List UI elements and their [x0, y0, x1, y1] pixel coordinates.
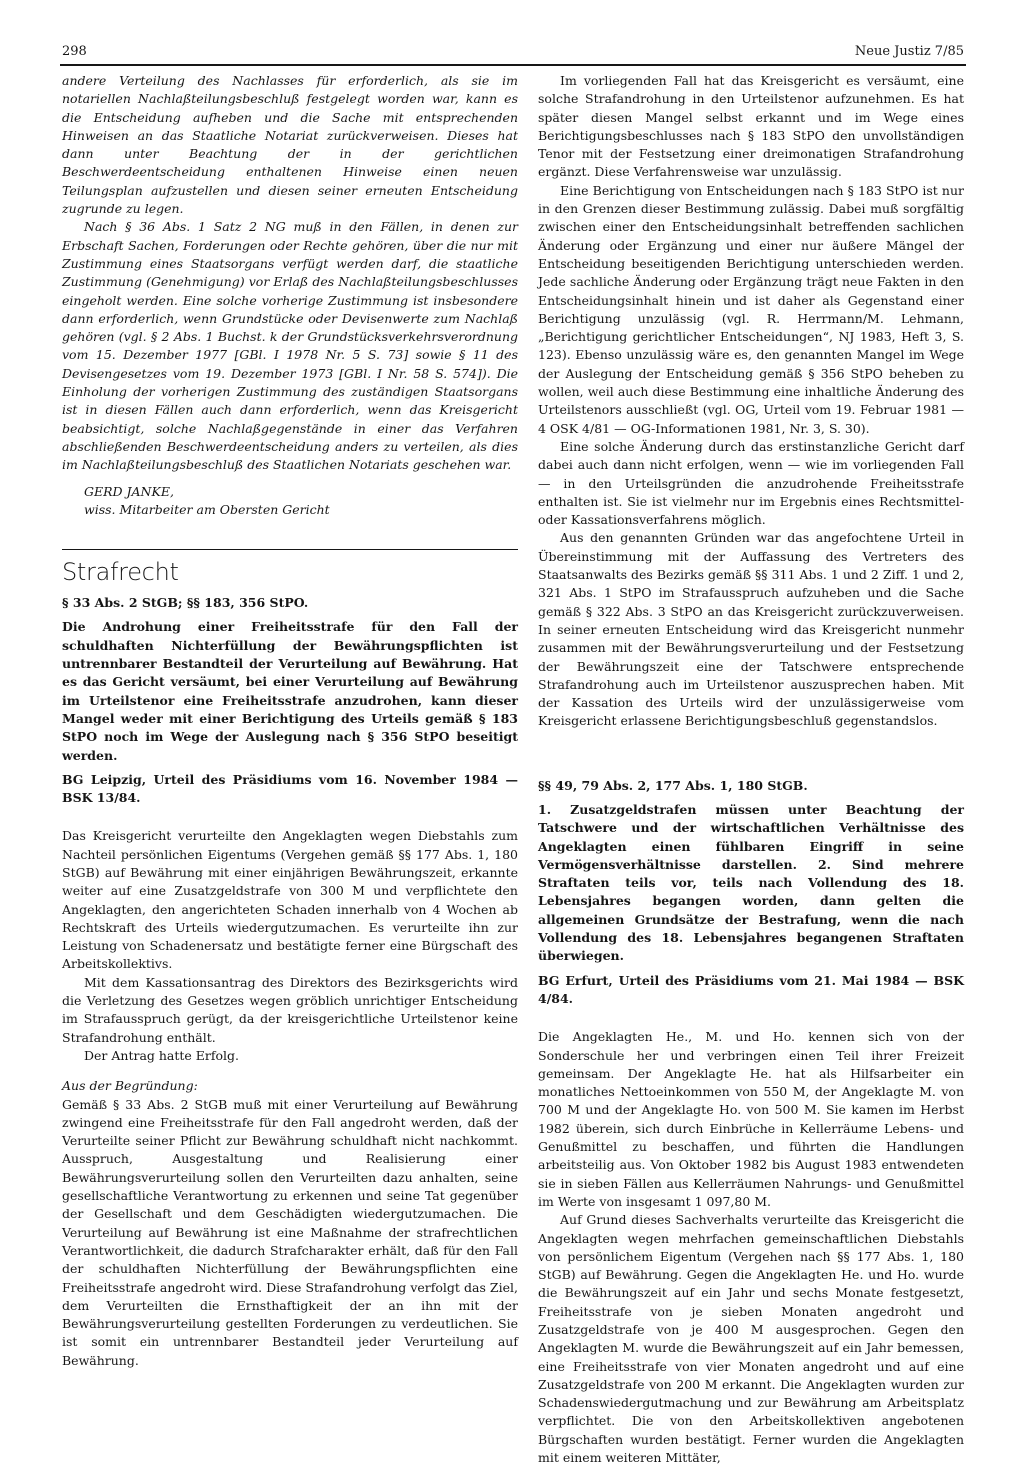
case1-paragraph-4: Gemäß § 33 Abs. 2 StGB muß mit einer Verurteilung auf Bewährung zwingend eine Freiheitsstrafe für den Fall angedroht werden, daß der Verurteilte seiner Pflicht zur Bewährung schuldhaft nicht nachkommt. Ausspruch, Ausgestaltung und Realisierung einer Bewährungsverurteilung sollen den Verurteilten dazu anhalten, seine gesellschaftliche Verantwortung zu erkennen und seine Tat gegenüber der Gesellschaft und dem Geschädigten wiedergutzumachen. Die Verurteilung auf Bewährung ist eine Maßnahme der strafrechtlichen Verantwortlichkeit, die dadurch Strafcharakter erhält, daß für den Fall der schuldhaften Nichterfüllung der Bewährungspflichten eine Freiheitsstrafe angedroht wird. Diese Strafandrohung verfolgt das Ziel, dem Verurteilten die Ernsthaftigkeit der an ihn mit der Bewährungsverurteilung gestellten Forderungen zu verdeutlichen. Sie ist somit ein untrennbarer Bestandteil jeder Verurteilung auf Bewährung.	[62, 1096, 518, 1368]
case2-headnote: 1. Zusatzgeldstrafen müssen unter Beachtung der Tatschwere und der wirtschaftlichen Verhältnisse des Angeklagten einen fühlbaren Eingriff in seine Vermögensverhältnisse darstellen. 2. Sind mehrere Straftaten teils vor, teils nach Vollendung des 18. Lebensjahres begangen worden, dann gelten die allgemeinen Grundsätze der Bestrafung, wenn die nach Vollendung des 18. Lebensjahres begangenen Straftaten überwiegen.	[538, 801, 964, 964]
intro-paragraph-2: Nach § 36 Abs. 1 Satz 2 NG muß in den Fällen, in denen zur Erbschaft Sachen, Forderungen oder Rechte gehören, über die nur mit Zustimmung eines Staatsorgans verfügt werden darf, die staatliche Zustimmung (Genehmigung) vor Erlaß des Nachlaßteilungsbeschlusses eingeholt werden. Eine solche vorherige Zustimmung ist insbesondere dann erforderlich, wenn Grundstücke oder Devisenwerte zum Nachlaß gehören (vgl. § 2 Abs. 1 Buchst. k der Grundstücksverkehrsverordnung vom 15. Dezember 1977 [GBl. I 1978 Nr. 5 S. 73] sowie § 11 des Devisengesetzes vom 19. Dezember 1973 [GBl. I Nr. 58 S. 574]). Die Einholung der vorherigen Zustimmung des zuständigen Staatsorgans ist in diesen Fällen auch dann erforderlich, wenn das Kreisgericht beabsichtigt, solche Nachlaßgegenstände in einer das Verfahren abschließenden Beschwerdeentscheidung anders zu verteilen, als dies im Nachlaßteilungsbeschluß des Staatlichen Notariats geschehen war.	[62, 219, 518, 473]
right-paragraph-3: Eine solche Änderung durch das erstinstanzliche Gericht darf dabei auch dann nicht erfolgen, wenn — wie im vorliegenden Fall — in den Urteilsgründen die anzudrohende Freiheitsstrafe enthalten ist. Sie ist vielmehr nur im Ergebnis eines Rechtsmittel- oder Kassationsverfahrens möglich.	[538, 438, 964, 528]
left-column	[62, 72, 518, 1370]
right-paragraph-2: Eine Berichtigung von Entscheidungen nach § 183 StPO ist nur in den Grenzen dieser Bestimmung zulässig. Dabei muß sorgfältig zwischen einer den Entscheidungsinhalt betreffenden sachlichen Änderung oder Ergänzung und einer nur äußere Mängel der Entscheidung beseitigenden Berichtigung unterschieden werden. Jede sachliche Änderung oder Ergänzung trägt neue Fakten in den Entscheidungsinhalt hinein und ist daher als Gegenstand einer Berichtigung unzulässig (vgl. R. Herrmann/M. Lehmann, „Berichtigung gerichtlicher Entscheidungen“, NJ 1983, Heft 3, S. 123). Ebenso unzulässig wäre es, den genannten Mangel im Wege der Auslegung der Entscheidung gemäß § 356 StPO beheben zu wollen, weil auch diese Bestimmung eine inhaltliche Änderung des Urteilstenors ausschließt (vgl. OG, Urteil vom 19. Februar 1981 — 4 OSK 4/81 — OG-Informationen 1981, Nr. 3, S. 30).	[538, 182, 964, 436]
author-title: wiss. Mitarbeiter am Obersten Gericht	[84, 501, 330, 517]
journal-issue: Neue Justiz 7/85	[854, 44, 964, 59]
section-title: Strafrecht	[62, 549, 518, 586]
case1-paragraph-1: Das Kreisgericht verurteilte den Angeklagten wegen Diebstahls zum Nachteil persönlichen Eigentums (Vergehen gemäß §§ 177 Abs. 1, 180 StGB) auf Bewährung mit einer einjährigen Bewährungszeit, erkannte weiter auf eine Zusatzgeldstrafe von 300 M und verpflichtete den Angeklagten, den angerichteten Schaden innerhalb von 4 Wochen ab Rechtskraft des Urteils wiedergutzumachen. Es verurteilte ihn zur Leistung von Schadenersatz und bestätigte ferner eine Bürgschaft des Arbeitskollektivs.	[62, 828, 518, 972]
case1-paragraph-2: Mit dem Kassationsantrag des Direktors des Bezirksgerichts wird die Verletzung des Gesetzes wegen gröblich unrichtiger Entscheidung im Strafausspruch gerügt, da der kreisgerichtliche Urteilstenor keine Strafandrohung enthält.	[62, 974, 518, 1045]
right-column	[538, 72, 964, 1467]
author-name: GERD JANKE,	[84, 483, 174, 499]
case1-court: BG Leipzig, Urteil des Präsidiums vom 16. November 1984 — BSK 13/84.	[62, 771, 518, 806]
right-paragraph-4: Aus den genannten Gründen war das angefochtene Urteil in Übereinstimmung mit der Auffassung des Vertreters des Staatsanwalts des Bezirks gemäß §§ 311 Abs. 1 und 2 Ziff. 1 und 2, 321 Abs. 1 StPO im Strafausspruch aufzuheben und die Sache gemäß § 322 Abs. 3 StPO an das Kreisgericht zurückzuverweisen. In seiner erneuten Entscheidung wird das Kreisgericht nunmehr zusammen mit der Bewährungsverurteilung und der Festsetzung der Bewährungszeit eine der Tatschwere entsprechende Strafandrohung auch im Urteilstenor auszusprechen haben. Mit der Kassation des Urteils wird der unzulässigerweise vom Kreisgericht erlassene Berichtigungsbeschluß gegenstandslos.	[538, 530, 964, 729]
case2-paragraph-1: Die Angeklagten He., M. und Ho. kennen sich von der Sonderschule her und verbringen einen Teil ihrer Freizeit gemeinsam. Der Angeklagte He. hat als Hilfsarbeiter ein monatliches Nettoeinkommen von 550 M, der Angeklagte M. von 700 M und der Angeklagte Ho. von 500 M. Sie kamen im Herbst 1982 überein, sich durch Einbrüche in Kellerräume Lebens- und Genußmittel zu beschaffen, und führten die Handlungen arbeitsteilig aus. Von Oktober 1982 bis August 1983 entwendeten sie in sieben Fällen aus Kellerräumen Nahrungs- und Genußmittel im Werte von insgesamt 1 097,80 M.	[538, 1029, 964, 1209]
case2-court: BG Erfurt, Urteil des Präsidiums vom 21. Mai 1984 — BSK 4/84.	[538, 972, 964, 1006]
intro-paragraph-1: andere Verteilung des Nachlasses für erforderlich, als sie im notariellen Nachlaßteilungsbeschluß festgelegt worden war, kann es die Entscheidung aufheben und die Sache mit entsprechenden Hinweisen an das Staatliche Notariat zurückverweisen. Dieses hat dann unter Beachtung der in der gerichtlichen Beschwerdeentscheidung enthaltenen Hinweise einen neuen Teilungsplan aufzustellen und diesen seiner erneuten Entscheidung zugrunde zu legen.	[62, 73, 518, 217]
case1-citation: § 33 Abs. 2 StGB; §§ 183, 356 StPO.	[62, 595, 309, 611]
case2-paragraph-2: Auf Grund dieses Sachverhalts verurteilte das Kreisgericht die Angeklagten wegen mehrfachen gemeinschaftlichen Diebstahls von persönlichem Eigentum (Vergehen nach §§ 177 Abs. 1, 180 StGB) auf Bewährung. Gegen die Angeklagten He. und Ho. wurde die Bewährungszeit auf ein Jahr und sechs Monate festgesetzt, Freiheitsstrafe von je sieben Monaten angedroht und Zusatzgeldstrafe von je 400 M ausgesprochen. Gegen den Angeklagten M. wurde die Bewährungszeit auf ein Jahr bemessen, eine Freiheitsstrafe von vier Monaten angedroht und auf eine Zusatzgeldstrafe von 200 M erkannt. Die Angeklagten wurden zur Schadenswiedergutmachung und zur Bewährung am Arbeitsplatz verpflichtet. Die von den Arbeitskollektiven angebotenen Bürgschaften wurden bestätigt. Ferner wurden die Angeklagten mit einem weiteren Mittäter,	[538, 1212, 964, 1466]
case1-reason-heading: Aus der Begründung:	[62, 1078, 198, 1094]
case2-citation: §§ 49, 79 Abs. 2, 177 Abs. 1, 180 StGB.	[538, 777, 808, 793]
header-rule	[60, 64, 966, 66]
case1-headnote: Die Androhung einer Freiheitsstrafe für den Fall der schuldhaften Nichterfüllung der Bewährungspflichten ist untrennbarer Bestandteil der Verurteilung auf Bewährung. Hat es das Gericht versäumt, bei einer Verurteilung auf Bewährung im Urteilstenor eine Freiheitsstrafe anzudrohen, kann dieser Mangel weder mit einer Berichtigung des Urteils gemäß § 183 StPO noch im Wege der Auslegung nach § 356 StPO beseitigt werden.	[62, 619, 518, 763]
page-number: 298	[62, 44, 87, 59]
right-paragraph-1: Im vorliegenden Fall hat das Kreisgericht es versäumt, eine solche Strafandrohung in den Urteilstenor aufzunehmen. Es hat später diesen Mangel selbst erkannt und im Wege eines Berichtigungsbeschlusses nach § 183 StPO den unvollständigen Tenor mit der Festsetzung einer dreimonatigen Strafandrohung ergänzt. Diese Verfahrensweise war unzulässig.	[538, 73, 964, 180]
case1-paragraph-3: Der Antrag hatte Erfolg.	[84, 1047, 240, 1063]
